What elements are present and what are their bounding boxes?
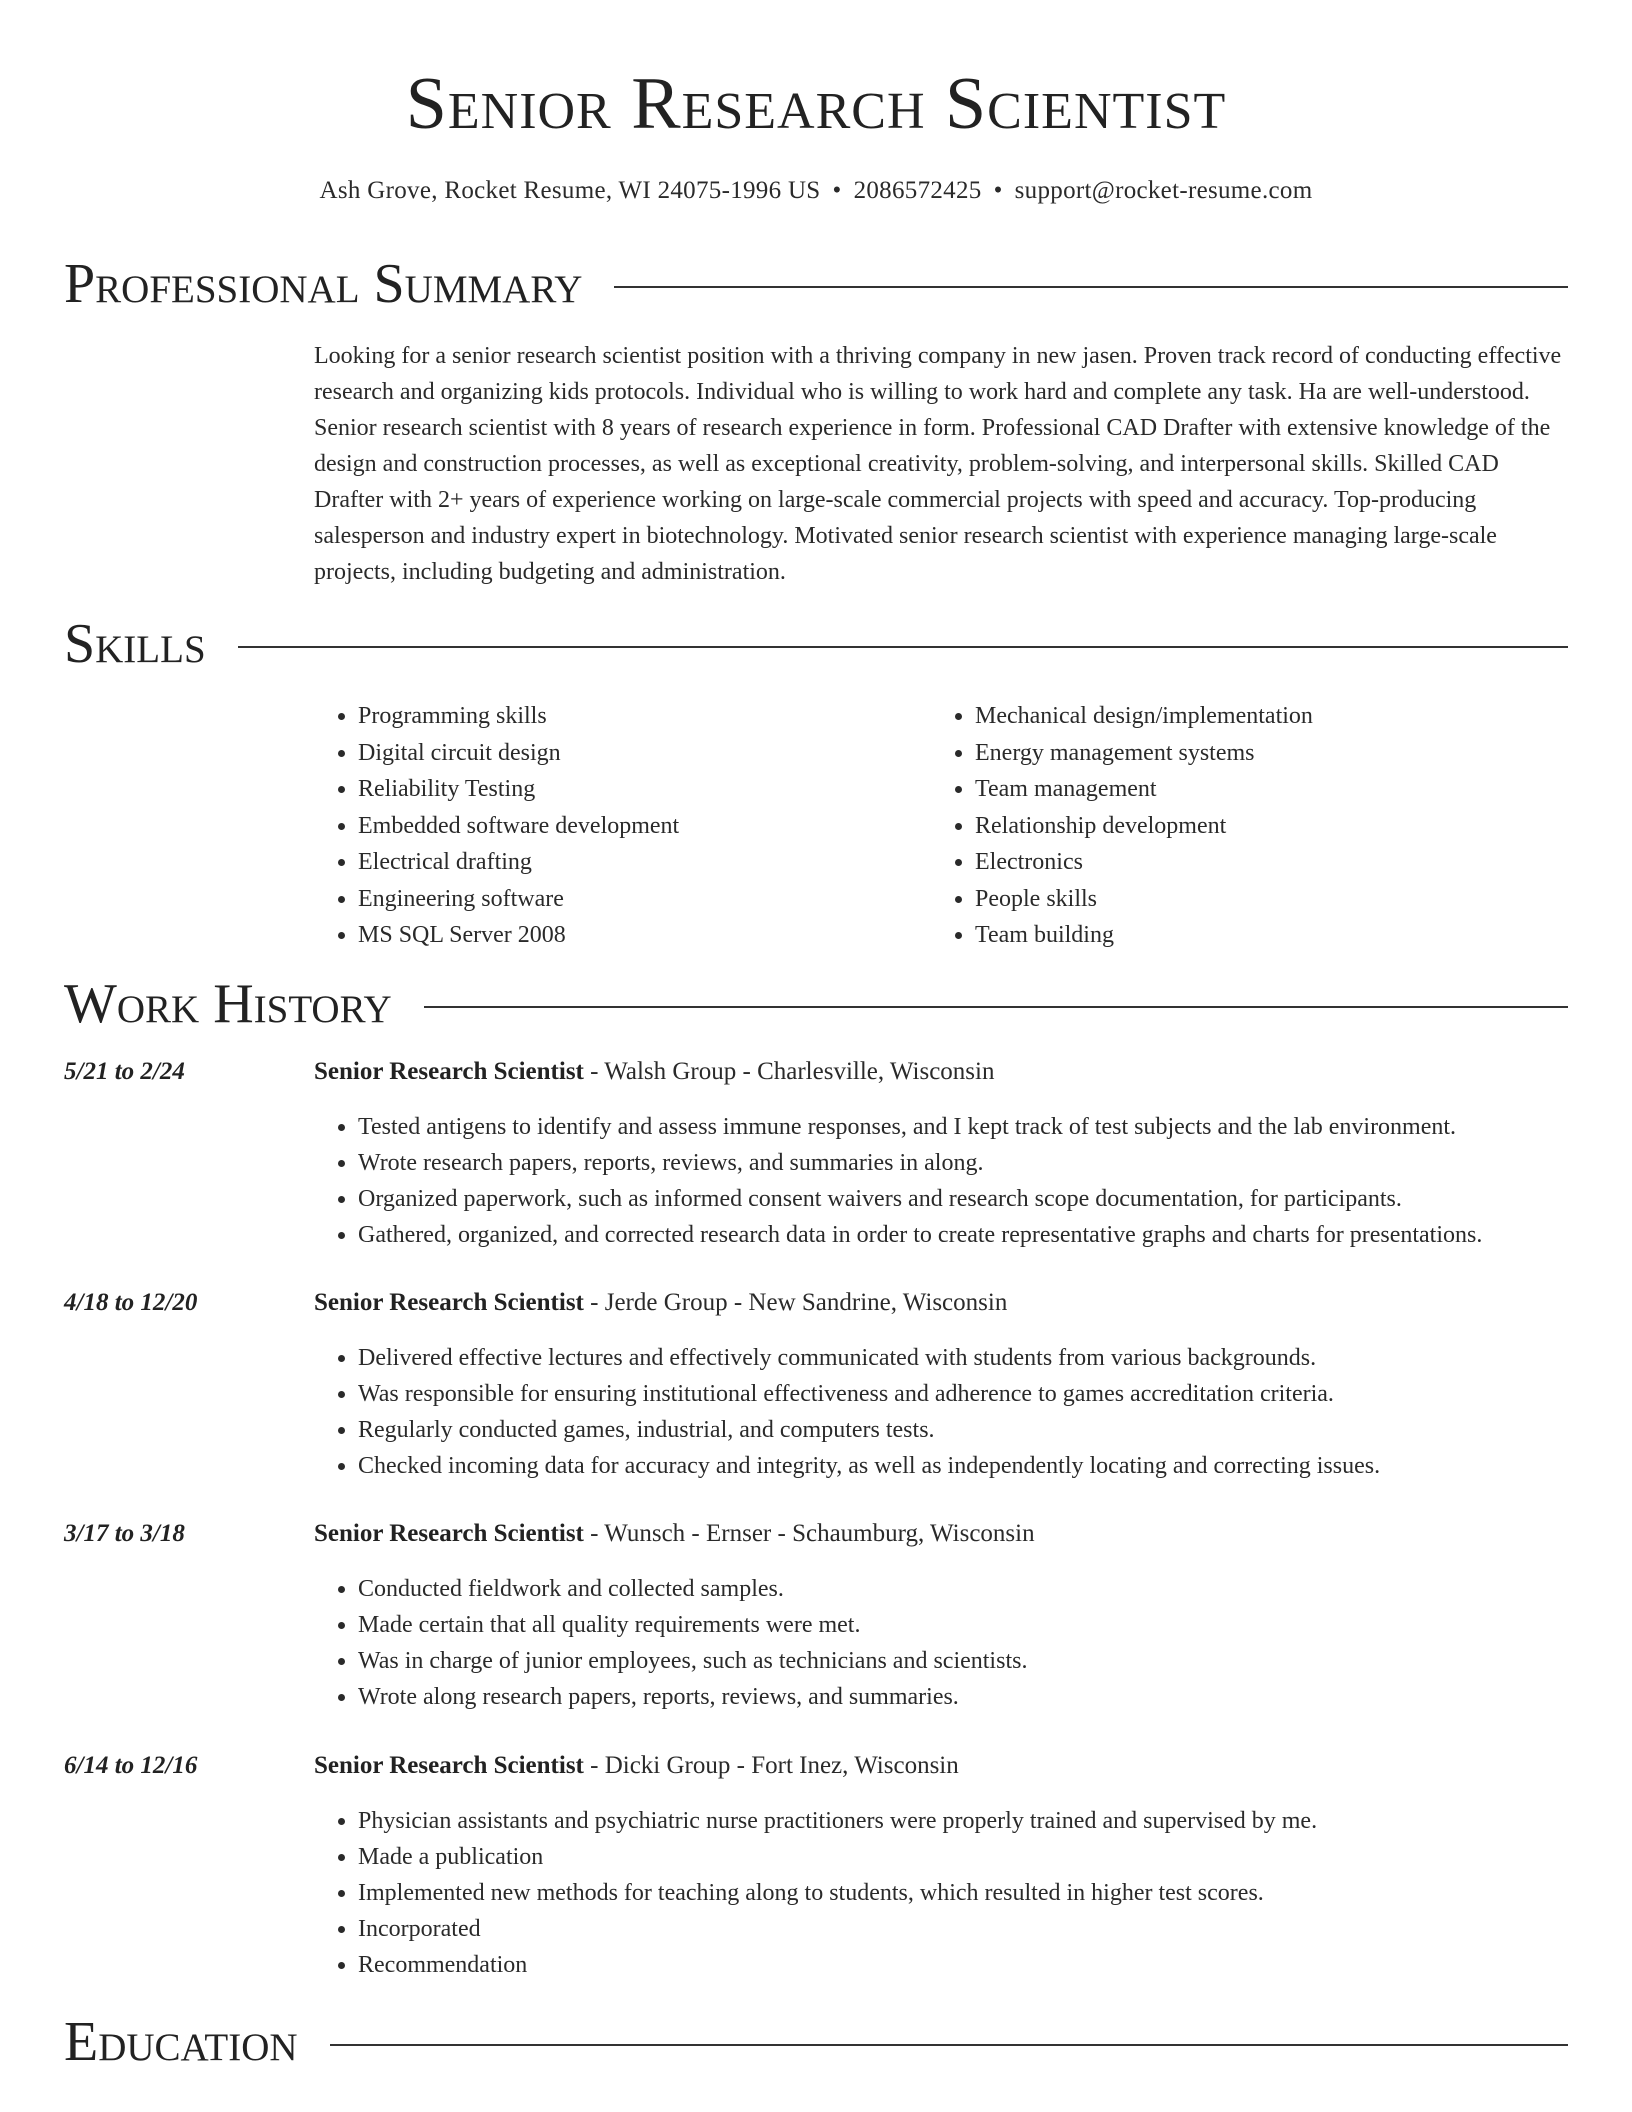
section-header-summary <box>64 252 1568 316</box>
job-bullet: • Incorporated <box>358 1911 1568 1947</box>
job-bullet: • Made a publication <box>358 1839 1568 1875</box>
job-bullet: • Wrote research papers, reports, reviews, and summaries in along. <box>358 1145 1568 1181</box>
job-bullet: • Implemented new methods for teaching along to students, which resulted in higher test scores. <box>358 1875 1568 1911</box>
job-employer: - Jerde Group - New Sandrine, Wisconsin <box>583 1289 1008 1316</box>
job-bullet: • Conducted fieldwork and collected samples. <box>358 1571 1568 1607</box>
job-bullet: • Made certain that all quality requirements were met. <box>358 1607 1568 1643</box>
section-header-education <box>64 2010 1568 2074</box>
skill-item: • Electrical drafting <box>358 844 887 881</box>
skill-item: • Electronics <box>975 844 1504 881</box>
section-header-work-history <box>64 972 1568 1036</box>
job-dates: 5/21 to 2/24 <box>64 1058 185 1085</box>
contact-email: support@rocket-resume.com <box>1014 177 1313 204</box>
contact-phone: 2086572425 <box>853 177 982 204</box>
skills-column-left <box>314 698 887 954</box>
skill-item: • Mechanical design/implementation <box>975 698 1504 735</box>
contact-line <box>0 174 1632 208</box>
skill-item: • Energy management systems <box>975 735 1504 772</box>
job-bullet: • Regularly conducted games, industrial, and computers tests. <box>358 1412 1568 1448</box>
job-bullet: • Gathered, organized, and corrected research data in order to create representative graphs and charts for presentations. <box>358 1217 1568 1253</box>
summary-text: Looking for a senior research scientist position with a thriving company in new jasen. Proven track record of conducting effective research and organizing kids protocols. Individual who is willing to work hard and complete any task. Ha are well-understood. Senior research scientist with 8 years of research experience in form. Professional CAD Drafter with extensive knowledge of the design and construction processes, as well as exceptional creativity, problem-solving, and interpersonal skills. Skilled CAD Drafter with 2+ years of experience working on large-scale commercial projects with speed and accuracy. Top-producing salesperson and industry expert in biotechnology. Motivated senior research scientist with experience managing large-scale projects, including budgeting and administration. <box>314 343 1562 585</box>
job-title: Senior Research Scientist <box>314 1752 584 1779</box>
job-bullet: • Delivered effective lectures and effectively communicated with students from various backgrounds. <box>358 1340 1568 1376</box>
skill-item: • People skills <box>975 881 1504 918</box>
skill-item: • MS SQL Server 2008 <box>358 917 887 954</box>
contact-separator: • <box>832 177 842 204</box>
job-title: Senior Research Scientist <box>314 1058 584 1085</box>
job-heading <box>314 1055 994 1089</box>
section-title-skills: Skills <box>64 613 206 675</box>
skill-item: • Programming skills <box>358 698 887 735</box>
skills-column-right <box>931 698 1504 954</box>
job-bullets <box>314 1571 1568 1715</box>
job-employer: - Wunsch - Ernser - Schaumburg, Wisconsin <box>583 1520 1035 1547</box>
section-title-education: Education <box>64 2011 298 2073</box>
job-dates: 3/17 to 3/18 <box>64 1520 185 1547</box>
job-bullet: • Tested antigens to identify and assess immune responses, and I kept track of test subjects and the lab environment. <box>358 1109 1568 1145</box>
job-heading <box>314 1749 959 1783</box>
job-bullet: • Organized paperwork, such as informed consent waivers and research scope documentation, for participants. <box>358 1181 1568 1217</box>
section-divider <box>424 1006 1568 1008</box>
job-dates: 4/18 to 12/20 <box>64 1289 198 1316</box>
section-divider <box>330 2044 1568 2046</box>
section-title-summary: Professional Summary <box>64 253 583 315</box>
skill-item: • Digital circuit design <box>358 735 887 772</box>
skill-item: • Relationship development <box>975 808 1504 845</box>
job-title: Senior Research Scientist <box>314 1520 584 1547</box>
job-bullet: • Checked incoming data for accuracy and integrity, as well as independently locating and correcting issues. <box>358 1448 1568 1484</box>
section-title-work-history: Work History <box>64 973 392 1035</box>
section-divider <box>614 286 1568 288</box>
job-bullet: • Recommendation <box>358 1947 1568 1983</box>
skill-item: • Engineering software <box>358 881 887 918</box>
section-header-skills <box>64 612 1568 676</box>
skill-item: • Team building <box>975 917 1504 954</box>
job-bullets <box>314 1109 1568 1253</box>
job-bullet: • Was responsible for ensuring institutional effectiveness and adherence to games accreditation criteria. <box>358 1376 1568 1412</box>
job-employer: - Dicki Group - Fort Inez, Wisconsin <box>583 1752 959 1779</box>
job-bullets <box>314 1340 1568 1484</box>
job-employer: - Walsh Group - Charlesville, Wisconsin <box>583 1058 995 1085</box>
job-bullet: • Was in charge of junior employees, such as technicians and scientists. <box>358 1643 1568 1679</box>
job-bullet: • Physician assistants and psychiatric nurse practitioners were properly trained and supervised by me. <box>358 1803 1568 1839</box>
job-title: Senior Research Scientist <box>314 1289 584 1316</box>
job-bullets <box>314 1803 1568 1983</box>
skill-item: • Team management <box>975 771 1504 808</box>
job-heading <box>314 1517 1035 1551</box>
resume-title: Senior Research Scientist <box>405 63 1227 145</box>
contact-separator: • <box>993 177 1003 204</box>
section-divider <box>238 646 1568 648</box>
job-dates: 6/14 to 12/16 <box>64 1752 198 1779</box>
skills-list <box>314 698 1568 954</box>
contact-address: Ash Grove, Rocket Resume, WI 24075-1996 US <box>319 177 821 204</box>
job-bullet: • Wrote along research papers, reports, reviews, and summaries. <box>358 1679 1568 1715</box>
skill-item: • Embedded software development <box>358 808 887 845</box>
skill-item: • Reliability Testing <box>358 771 887 808</box>
job-heading <box>314 1286 1007 1320</box>
